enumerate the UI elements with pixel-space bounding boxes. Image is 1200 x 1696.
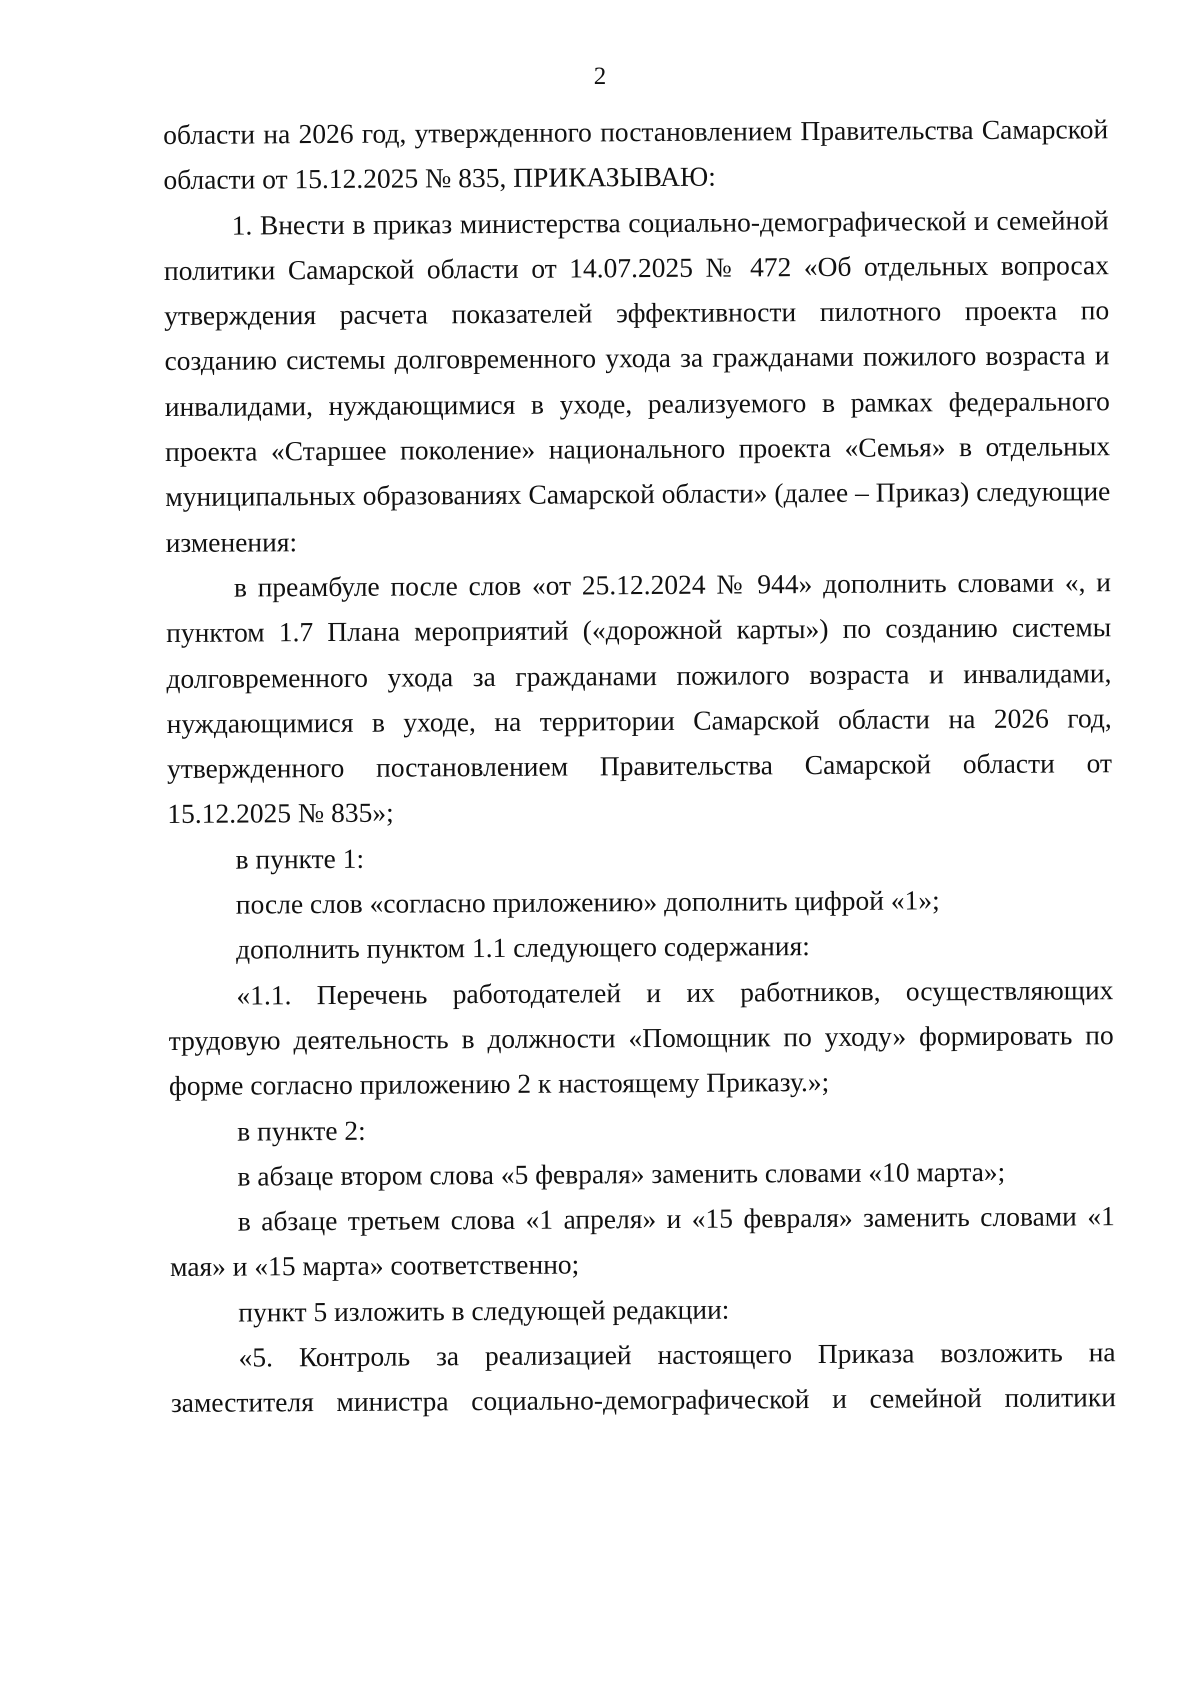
paragraph-point-5-text: «5. Контроль за реализацией настоящего Приказа возложить на заместителя министра социально-демографической и семейной политики bbox=[170, 1336, 1116, 1419]
paragraph-continuation: области на 2026 год, утвержденного постановлением Правительства Самарской области от 15.12.2025 № 835, ПРИКАЗЫВАЮ: bbox=[163, 113, 1109, 196]
paragraph-point-1-change-a: после слов «согласно приложению» дополнить цифрой «1»; bbox=[235, 884, 940, 920]
paragraph-point-2-change-b: в абзаце третьем слова «1 апреля» и «15 февраля» заменить словами «1 мая» и «15 марта» соответственно; bbox=[169, 1200, 1115, 1283]
paragraph-point-2-change-a: в абзаце втором слова «5 февраля» заменить словами «10 марта»; bbox=[237, 1155, 1006, 1192]
paragraph-point-1-1-text: «1.1. Перечень работодателей и их работников, осуществляющих трудовую деятельность в должности «Помощник по уходу» формировать по форме согласно приложению 2 к настоящему Приказу.»; bbox=[168, 973, 1114, 1102]
paragraph-point-1-heading: в пункте 1: bbox=[235, 842, 365, 875]
paragraph-preamble-change: в преамбуле после слов «от 25.12.2024 № 944» дополнить словами «, и пунктом 1.7 Плана мероприятий («дорожной карты») по созданию системы долговременного ухода за гражданами пожилого возраста и инвалидами, нуждающимися в уходе, на территории Самарской области на 2026 год, утвержденного постановлением Правительства Самарской области от 15.12.2025 № 835»; bbox=[166, 566, 1113, 830]
page-number: 2 bbox=[593, 63, 607, 90]
paragraph-point-2-heading: в пункте 2: bbox=[237, 1114, 366, 1147]
document-body bbox=[163, 106, 1116, 1425]
paragraph-item-1: 1. Внести в приказ министерства социально-демографической и семейной политики Самарской области от 14.07.2025 № 472 «Об отдельных вопросах утверждения расчета показателей эффективности пилотного проекта по созданию системы долговременного ухода за гражданами пожилого возраста и инвалидами, нуждающимися в уходе, реализуемого в рамках федерального проекта «Старшее поколение» национального проекта «Семья» в отдельных муниципальных образованиях Самарской области» (далее – Приказ) следующие изменения: bbox=[163, 203, 1111, 558]
paragraph-point-1-change-b: дополнить пунктом 1.1 следующего содержания: bbox=[236, 930, 810, 965]
paragraph-point-5-heading: пункт 5 изложить в следующей редакции: bbox=[238, 1293, 730, 1328]
